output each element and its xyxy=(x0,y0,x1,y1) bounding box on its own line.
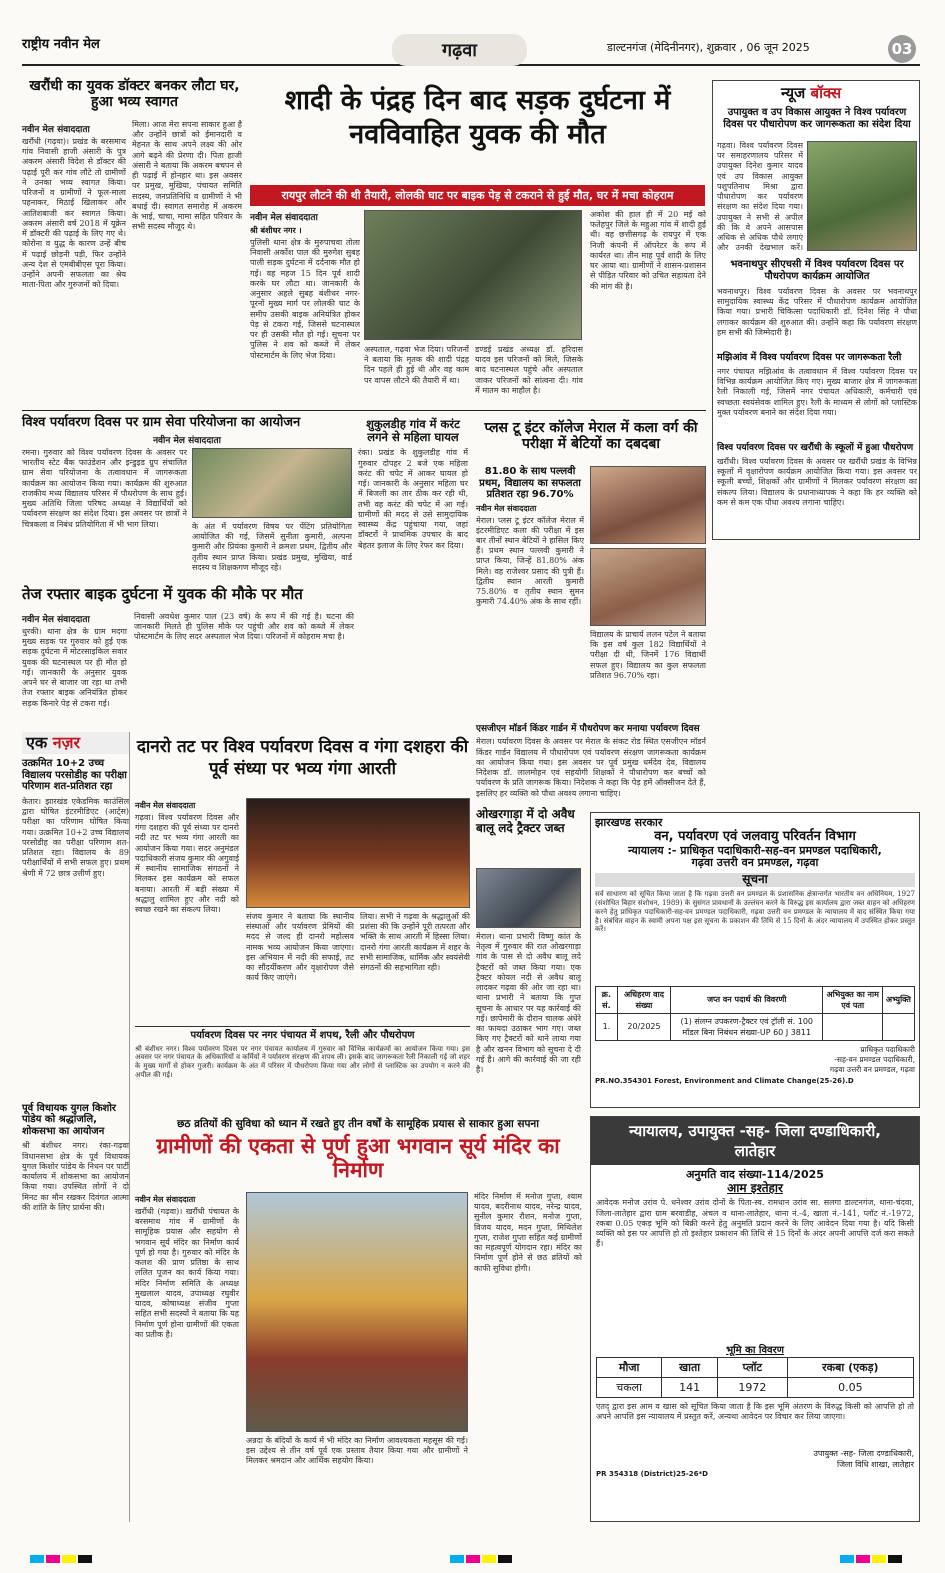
ek-nazar-label xyxy=(22,732,129,754)
byline: नवीन मेल संवाददाता xyxy=(135,801,196,810)
notice-body: सर्व साधारण को सूचित किया जाता है कि गढ़वा उत्तरी वन प्रमण्डल के प्रशासनिक क्षेत्रान्तर्गत भारतीय वन अधिनियम, 1927 (संशोधित बिहार संशोधन, 1989) के सुसंगत प्रावधानों के उल्लंघन करने के विरुद्ध इस कार्यालय द्वारा जब्त वाहन को अधिहरण करने हेतु प्राधिकृत पदाधिकारी-सह-वन प्रमण्डल पदाधिकारी, गढ़वा उत्तरी वन प्रमण्डल के न्यायालय में वाद संस्थित किया गया है। संबंधित वाहन के स्वामी अपना पक्ष इस सूचना के प्रकाशन की तिथि से 15 दिनों के अंदर न्यायालय में उपस्थित होकर प्रस्तुत करें। xyxy=(595,889,915,934)
table-cell xyxy=(882,1013,914,1040)
logo: राष्ट्रीय नवीन मेल xyxy=(22,37,100,52)
invite: आम इश्तेहार xyxy=(727,1180,783,1195)
court-body: आवेदक मनोज उरांव पे. धनेश्वर उरांव दोनों के पिता-स्व. रामधान उरांव सा. सलगा डाल्टनगंज, थाना-चंदवा, जिला-लातेहार द्वारा ग्राम बरवाडीह, अंचल व थाना-लातेहार, थाना नं.-4, खाता नं.-141, प्लॉट नं.-1972, रकबा 0.05 एकड़ भूमि को बिक्री करने हेतु अनुमति प्रदान करने के लिए आवेदन दिया गया है। यदि किसी व्यक्ति को इस पर आपत्ति हो तो इश्तेहार प्रकाशन की तिथि से 15 दिनों के अंदर अपनी आपत्ति दर्ज करा सकते हैं। xyxy=(596,1198,914,1249)
body-text: डण्डई प्रखंड अध्यक्ष डॉ. हरिदास यादव इस परिजनों को मिले, जिसके बाद घटनास्थल पहुंचे और अस्पताल जाकर परिजनों को सांत्वना दी। गांव में मातम का माहौल है। xyxy=(475,345,583,395)
court-line-2: गढ़वा उत्तरी वन प्रमण्डल, गढ़वा xyxy=(691,856,819,870)
pr-number: PR 354318 (District)25-26*D xyxy=(596,1469,708,1478)
article-gram-seva xyxy=(22,416,352,448)
court-footer: एतद् द्वारा इस आम व खास को सूचित किया जाता है कि इस भूमि अंतरण के विरुद्ध किसी को आपत्ति हो तो अपने आपत्ति इस न्यायालय में प्रस्तुत करें, अन्यथा आवेदन पर विचार कर लिया जाएगा। xyxy=(596,1401,914,1422)
table-cell: चकला xyxy=(597,1377,662,1397)
ganga-body-2: संजय कुमार ने बताया कि स्थानीय संस्थाओं और पर्यावरण प्रेमियों की मदद से जल्द ही दानरो महोत्सव नामक भव्य आयोजन किया जाएगा। इस अभियान में नदी की सफाई, तट का सौंदर्यीकरण और वृक्षारोपण जैसे कार्य किए जाएंगे। xyxy=(246,912,354,983)
nazar-label: नज़र xyxy=(52,733,81,752)
nazar-headline-2: पूर्व विधायक युगल किशोर पांडेय को श्रद्धांजलि, शोकसभा का आयोजन xyxy=(22,1102,117,1137)
case-number: अनुमति वाद संख्या-114/2025 xyxy=(686,1168,824,1181)
court-notice xyxy=(590,1116,920,1522)
table-cell: 1. xyxy=(596,1013,618,1040)
body-text: धुरकी। थाना क्षेत्र के ग्राम मदगा मुख्य सड़क पर गुरुवार को हुई एक सड़क दुर्घटना में मोटरसाइकिल सवार युवक की घटनास्थल पर ही मौत हो गई। जानकारी के अनुसार युवक अपने घर से बाजार जा रहा था तभी तेज रफ्तार बाइक अनियंत्रित होकर सड़क किनारे पेड़ से टकरा गई। xyxy=(22,627,127,708)
court-line-1: न्यायालय :- प्राधिकृत पदाधिकारी-सह-वन प्रमण्डल पदाधिकारी, xyxy=(628,843,882,857)
table-cell: (1) संलग्न उपकरण-ट्रैक्टर एवं ट्रॉली सं. 100 मॉडल बिना निबंधन संख्या-UP 60 J 3811 xyxy=(671,1013,823,1040)
table-header: अधिहरण वाद संख्या xyxy=(617,986,670,1013)
plus-two-body-2: विद्यालय के प्राचार्य ललन पटेल ने बताया कि इस वर्ष कुल 182 विद्यार्थियों ने परीक्षा दी थी, जिनमें 176 विद्यार्थी सफल हुए। विद्यालय का कुल सफलता प्रतिशत 96.70% रहा। xyxy=(590,630,706,680)
kicker: छठ व्रतियों की सुविधा को ध्यान में रखते हुए तीन वर्षों के सामूहिक प्रयास से साकार हुआ सपना xyxy=(177,1118,539,1130)
box-body-2: भवनाथपुर। विश्व पर्यावरण दिवस के अवसर पर भवनाथपुर सामुदायिक स्वास्थ्य केंद्र परिसर में पौधारोपण कार्यक्रम आयोजित किया गया। प्रभारी चिकित्सा पदाधिकारी डॉ. दिनेश सिंह ने पौधा लगाकर कार्यक्रम की शुरुआत की। उन्होंने कहा कि पर्यावरण संरक्षण हम सभी की जिम्मेदारी है। xyxy=(717,287,917,337)
byline: नवीन मेल संवाददाता xyxy=(22,125,90,135)
table-header: अभियुक्त का नाम एवं पता xyxy=(823,986,883,1013)
byline: नवीन मेल संवाददाता xyxy=(22,615,90,625)
lead-kicker: रायपुर लौटने की थी तैयारी, लोलकी घाट पर बाइक पेड़ से टकराने से हुई मौत, घर में मचा कोहराम xyxy=(250,185,705,206)
box-headline-2: भवनाथपुर सीएचसी में विश्व पर्यावरण दिवस पर पौधरोपण कार्यक्रम आयोजित xyxy=(730,259,904,282)
headline: ग्रामीणों की एकता से पूर्ण हुआ भगवान सूर्य मंदिर का निर्माण xyxy=(156,1134,560,1183)
body-text: पुलिसी थाना क्षेत्र के मुरुपाचवा तोला निवासी अर्कोश पाल की मुरुगेश सुबह पाली सड़क दुर्घटना में दर्दनाक मौत हो गई। वह महज 15 दिन पूर्व शादी करके घर लौटा था। जानकारी के अनुसार अहले सुबह बंशीधर नगर-पूरनों मुख्य मार्ग पर लोलकी घाट के समीप उसकी बाइक अनियंत्रित होकर पेड़ से टकरा गई, जिससे घटनास्थल पर ही उसकी मौत हो गई। सूचना पर पुलिस ने शव को कब्जे में लेकर पोस्टमार्टम के लिए भेज दिया। xyxy=(250,238,360,360)
signature-line: गढ़वा उत्तरी वन प्रमण्डल, गढ़वा xyxy=(829,1064,915,1074)
student-photo-1 xyxy=(590,466,706,544)
gram-seva-body: रमना। गुरुवार को विश्व पर्यावरण दिवस के अवसर पर भारतीय स्टेट बैंक फाउंडेशन और इन्डुइड ग्रुप संचालित ग्राम सेवा परियोजना के तत्वावधान में जागरूकता कार्यक्रम का आयोजन किया गया। कार्यक्रम की शुरुआत राजकीय मध्य विद्यालय परिसर में पौधरोपण के साथ हुई। मुख्य अतिथि जिला परिषद अध्यक्ष ने विद्यार्थियों को पर्यावरण संरक्षण का संदेश दिया। इस अवसर पर छात्रों ने चित्रकला व निबंध प्रतियोगिता में भी भाग लिया। xyxy=(22,448,187,529)
masthead xyxy=(22,34,920,66)
temple-body-2: अन्नदा के बंदियों के कार्य में भी मंदिर का निर्माण आवश्यकता महसूस की गई। इस उद्देश्य से तीन वर्ष पूर्व एक प्रस्ताव तैयार किया गया और ग्रामीणों ने मिलकर श्रमदान और आर्थिक सहयोग किया। xyxy=(246,1436,468,1466)
color-bar xyxy=(450,1548,514,1567)
court-notice-header xyxy=(591,1117,919,1165)
headline: शुकुलडीह गांव में करंट लगने से महिला घायल xyxy=(366,417,460,445)
headline: एसजीएन मॉडर्न किंडर गार्डन में पौधरोपण कर मनाया पर्यावरण दिवस xyxy=(476,724,700,734)
color-bar xyxy=(30,1548,94,1567)
body-text: मेराल। पर्यावरण दिवस के अवसर पर मेराल के संकट रोड स्थित एसजीएन मॉडर्न किंडर गार्डन विद्यालय में पौधारोपण एवं पर्यावरण संरक्षण जागरूकता कार्यक्रम का आयोजन किया गया। इस अवसर पर पूर्व प्रमुख धर्मदेव देव, विद्यालय निदेशक डॉ. लालमोहन एवं सहयोगी शिक्षकों ने पौधारोपण कर बच्चों को पर्यावरण के प्रति जागरूक किया। निदेशक ने कहा कि पेड़ हमें ऑक्सीजन देते हैं, इसलिए हर व्यक्ति को पौधा अवश्य लगाना चाहिए। xyxy=(476,737,706,798)
article-school xyxy=(476,724,706,817)
tree-planting-photo xyxy=(807,141,917,251)
table-header: खाता xyxy=(662,1357,718,1377)
box-headline-3: मझिआंव में विश्व पर्यावरण दिवस पर जागरूकता रैली xyxy=(717,352,902,363)
box-body-4: खरौंधी। विश्व पर्यावरण दिवस के अवसर पर खरौंधी प्रखंड के विभिन्न स्कूलों में वृक्षारोपण कार्यक्रम आयोजित किया गया। इस अवसर पर स्कूली बच्चों, शिक्षकों और ग्रामीणों ने मिलकर पर्यावरण संरक्षण का संकल्प लिया। विद्यालय के प्रधानाध्यापक ने कहा कि हर व्यक्ति को कम से कम एक पौधा अवश्य लगाना चाहिए। xyxy=(717,457,917,507)
student-photo-2 xyxy=(590,548,706,626)
court-title-1: न्यायालय, उपायुक्त -सह- जिला दण्डाधिकारी, xyxy=(629,1122,881,1140)
accident-photo xyxy=(364,210,582,340)
land-table xyxy=(596,1357,914,1398)
table-header: मौजा xyxy=(597,1357,662,1377)
body-text: मेराल। प्लस टू इंटर कॉलेज मेराल में इंटरमीडिएट कला की परीक्षा में इस बार तीनों स्थान बेटियों ने हासिल किए हैं। प्रथम स्थान पल्लवी कुमारी ने प्राप्त किया, जिन्हें 81.80% अंक मिले। वह राजेश्वर प्रसाद की पुत्री हैं। द्वितीय स्थान आरती कुमारी 75.80% व तृतीय स्थान सुमन कुमारी 74.40% अंक के साथ रहीं। xyxy=(476,515,584,607)
article-current xyxy=(358,418,468,563)
forest-signature xyxy=(595,1045,915,1075)
govt-name: झारखण्ड सरकार xyxy=(595,816,663,829)
plus-two-col1 xyxy=(476,466,584,718)
body-text: खरौंधी (गढ़वा)। खरौंधी पंचायत के बरसमाथ गांव में ग्रामीणों के सामूहिक प्रयास और सहयोग से भगवान सूर्य मंदिर का निर्माण कार्य पूर्ण हो गया है। गुरुवार को मंदिर के कलश की प्राण प्रतिष्ठा के साथ ललित पूजन का कार्य किया गया। मंदिर निर्माण समिति के अध्यक्ष मुखलाल यादव, उपाध्यक्ष रघुवीर यादव, कोषाध्यक्ष संजीव गुप्ता सहित सभी सदस्यों ने बताया कि यह निर्माण पूर्ण होना ग्रामीणों की एकता का प्रतीक है। xyxy=(135,1207,239,1339)
page-number: 03 xyxy=(888,35,916,63)
bike-col2: निवासी अवधेश कुमार पाल (23 वर्ष) के रूप में की गई है। घटना की जानकारी मिलते ही पुलिस मौके पर पहुंची और शव को कब्जे में लेकर पोस्टमार्टम के लिए सदर अस्पताल भेज दिया। परिजनों में कोहराम मचा है। xyxy=(134,612,354,642)
byline: नवीन मेल संवाददाता xyxy=(153,435,221,446)
lead-col3 xyxy=(475,345,583,407)
body-text: मिला। आज मेरा सपना साकार हुआ है और उन्होंने छात्रों को ईमानदारी व मेहनत के साथ अपने लक्ष्य की ओर आगे बढ़ने की प्रेरणा दी। पिता हाजी अंसारी ने बताया कि अकरम बचपन से ही पढ़ाई में होनहार था। इस अवसर पर प्रमुख, मुखिया, पंचायत समिति सदस्य, जनप्रतिनिधि व ग्रामीणों ने भी बधाई दी। स्वागत समारोह में अकरम के भाई, चाचा, मामा सहित परिवार के सभी सदस्य मौजूद थे। xyxy=(132,120,242,232)
place: श्री बंशीधर नगर । xyxy=(250,226,302,235)
pr-number: PR.NO.354301 Forest, Environment and Climate Change(25-26).D xyxy=(595,1076,854,1085)
headline: पर्यावरण दिवस पर नगर पंचायत में शपथ, रैली और पौधरोपण xyxy=(190,1030,415,1041)
table-cell: 141 xyxy=(662,1377,718,1397)
temple-photo xyxy=(246,1192,468,1432)
temple-body-3: मंदिर निर्माण में मनोज गुप्ता, श्याम यादव, बदरीनाथ यादव, नरेन्द्र यादव, सुनील कुमार रौशन, मनोज गुप्ता, विजय यादव, मदन गुप्ता, मिथिलेश गुप्ता, राजेश गुप्ता सहित कई ग्रामीणों का महत्वपूर्ण योगदान रहा। मंदिर का निर्माण पूर्ण होने से छठ व्रतियों को काफी सुविधा होगी। xyxy=(474,1192,582,1273)
article-ganga xyxy=(135,736,470,780)
signature-line: जिला विधि शाखा, लातेहार xyxy=(837,1459,914,1469)
court-signature xyxy=(591,1448,919,1470)
subhead: 81.80 के साथ पल्लवी प्रथम, विद्यालय का सफलता प्रतिशत रहा 96.70% xyxy=(479,466,581,500)
table-cell xyxy=(823,1013,883,1040)
table-header: अभ्युक्ति xyxy=(882,986,914,1013)
body-text: रंका। प्रखंड के शुकुलडीह गांव में गुरुवार दोपहर 2 बजे एक महिला करंट की चपेट में आकर घायल हो गई। जानकारी के अनुसार महिला घर में बिजली का तार ठीक कर रही थी, तभी वह करंट की चपेट में आ गई। ग्रामीणों की मदद से उसे सामुदायिक स्वास्थ्य केंद्र पहुंचाया गया, जहां डॉक्टरों ने प्राथमिक उपचार के बाद बेहतर इलाज के लिए रेफर कर दिया। xyxy=(358,448,468,550)
article-bike-accident xyxy=(22,586,462,603)
body-text: खरौंधी (गढ़वा)। प्रखंड के बरसमाथ गांव निवासी हाजी अंसारी के पुत्र अकरम अंसारी विदेश से डॉक्टर की पढ़ाई पूरी कर गांव लौटे तो ग्रामीणों ने उनका भव्य स्वागत किया। परिजनों व ग्रामीणों ने फूल-माला पहनाकर, मिठाई खिलाकर और आतिशबाजी कर स्वागत किया। अकरम अंसारी वर्ष 2018 में यूक्रेन में डॉक्टरी की पढ़ाई के लिए गए थे। कोरोना व युद्ध के कारण उन्हें बीच में पढ़ाई छोड़नी पड़ी, फिर उन्होंने अन्य देश से एमबीबीएस पूरा किया। उन्होंने अपनी सफलता का श्रेय माता-पिता और गुरुजनों को दिया। xyxy=(22,137,126,290)
table-header: क्र. सं. xyxy=(596,986,618,1013)
news-label: न्यूज xyxy=(781,84,806,102)
sand-body: मेराल। थाना प्रभारी विष्णु कांत के नेतृत्व में गुरुवार की रात ओखरगाड़ा गांव के पास से दो अवैध बालू लदे ट्रैक्टरों को जब्त किया गया। एक ट्रैक्टर कोयल नदी से अवैध बालू लादकर गढ़वा की ओर जा रहा था। थाना प्रभारी ने बताया कि गुप्त सूचना के आधार पर यह कार्रवाई की गई। छापेमारी के दौरान चालक अंधेरे का फायदा उठाकर भाग गए। जब्त किए गए ट्रैक्टरों को थाने लाया गया है और खनन विभाग को सूचना दे दी गई है। आगे की कार्रवाई की जा रही है। xyxy=(476,932,581,1075)
headline: विश्व पर्यावरण दिवस पर ग्राम सेवा परियोजना का आयोजन xyxy=(22,415,301,430)
box-body-3: नगर पंचायत मझिआंव के तत्वावधान में विश्व पर्यावरण दिवस पर विभिन्न कार्यक्रम आयोजित किए गए। मुख्य बाजार क्षेत्र में जागरूकता रैली निकाली गई, जिसमें नगर पंचायत अधिकारी, कर्मचारी एवं स्वच्छता स्वयंसेवक शामिल हुए। रैली के माध्यम से लोगों को प्लास्टिक मुक्त पर्यावरण बनाने का संदेश दिया गया। xyxy=(717,367,917,417)
box-headline-4: विश्व पर्यावरण दिवस पर खरौंधी के स्कूलों में हुआ पौधरोपण xyxy=(717,443,914,453)
box-label: बॉक्स xyxy=(810,84,842,102)
nazar-body-2: श्री बंशीधर नगर। रंका-गढ़वा विधानसभा क्षेत्र के पूर्व विधायक युगल किशोर पांडेय के निधन पर पार्टी कार्यालय में शोकसभा का आयोजन किया गया। उपस्थित लोगों ने दो मिनट का मौन रखकर दिवंगत आत्मा की शांति के लिए प्रार्थना की। xyxy=(22,1141,129,1212)
nazar-headline-1: उत्क्रमित 10+2 उच्च विद्यालय परसोडीह का परीक्षा परिणाम शत-प्रतिशत रहा xyxy=(22,758,127,793)
lead-col4 xyxy=(590,210,706,408)
dateline: डाल्टनगंज (मेदिनीनगर), शुक्रवार , 06 जून 2025 xyxy=(607,41,810,54)
lead-caption xyxy=(364,345,469,407)
table-cell: 20/2025 xyxy=(617,1013,670,1040)
article-doctor-col1 xyxy=(22,120,126,402)
ganga-col1 xyxy=(135,798,239,1020)
box-body-1: गढ़वा। विश्व पर्यावरण दिवस पर समाहरणालय परिसर में उपायुक्त दिनेश कुमार यादव एवं उप विकास आयुक्त पशुपतिनाथ मिश्रा द्वारा पौधारोपण कर पर्यावरण संरक्षण का संदेश दिया गया। उपायुक्त ने सभी से अपील की कि वे अपने आसपास अधिक से अधिक पौधे लगाएं और उनकी देखभाल करें। xyxy=(717,141,803,253)
headline: प्लस टू इंटर कॉलेज मेराल में कला वर्ग की परीक्षा में बेटियों का दबदबा xyxy=(484,420,698,453)
body-text: अकोश की हाल ही में 20 मई को फतेहपुर जिले के महुआ गांव में शादी हुई थी। वह छत्तीसगढ़ के रायपुर में एक निजी कंपनी में ऑपरेटर के रूप में कार्यरत था। तीन माह पूर्व शादी के लिए घर आया था। ग्रामीणों ने शासन-प्रशासन से पीड़ित परिवार को उचित सहायता देने की मांग की है। xyxy=(590,210,706,291)
article-temple xyxy=(135,1118,581,1182)
article-sand xyxy=(476,808,581,836)
signature-line: -सह-वन प्रमण्डल पदाधिकारी, xyxy=(834,1054,915,1064)
gram-seva-photo xyxy=(192,448,352,518)
body-text: श्री बंशीधर नगर। विश्व पर्यावरण दिवस पर नगर पंचायत कार्यालय में गुरुवार को विभिन्न कार्यक्रमों का आयोजन किया गया। इस अवसर पर नगर पंचायत के अधिकारियों व कर्मियों ने पर्यावरण संरक्षण की शपथ ली। इसके बाद जागरूकता रैली निकाली गई जो शहर के मुख्य मार्गों से होकर गुजरी। कार्यक्रम के अंत में परिसर में पौधरोपण किया गया और लोगों से प्लास्टिक का उपयोग न करने की अपील की गई। xyxy=(135,1044,470,1080)
lead-story xyxy=(250,84,705,152)
headline: दानरो तट पर विश्व पर्यावरण दिवस व गंगा दशहरा की पूर्व संध्या पर भव्य गंगा आरती xyxy=(136,737,469,780)
ganga-aarti-photo xyxy=(246,798,470,908)
nazar-body-1: केतार। झारखंड एकेडमिक काउंसिल द्वारा घोषित इंटरमीडिएट (आर्ट्स) परीक्षा का परिणाम घोषित किया गया। उत्क्रमित 10+2 उच्च विद्यालय परसोडीह का परीक्षा परिणाम शत-प्रतिशत रहा। विद्यालय के 89 परीक्षार्थियों में सभी सफल हुए। प्रथम श्रेणी में 72 छात्र उत्तीर्ण हुए। xyxy=(22,796,129,878)
color-bar xyxy=(840,1548,904,1567)
lead-col1 xyxy=(250,208,360,408)
ek-nazar-column xyxy=(22,732,130,1522)
article-plus-two xyxy=(476,420,706,452)
byline: नवीन मेल संवाददाता xyxy=(476,503,537,513)
notice-title: सूचना xyxy=(595,873,915,887)
ek-label: एक xyxy=(26,733,48,752)
table-header: रकबा (एकड़) xyxy=(787,1357,913,1377)
body-text: गढ़वा। विश्व पर्यावरण दिवस और गंगा दशहरा की पूर्व संध्या पर दानरो नदी तट पर भव्य गंगा आरती का आयोजन किया गया। सदर अनुमंडल पदाधिकारी संजय कुमार की अगुवाई में स्थानीय सामाजिक संगठनों ने मिलकर इस कार्यक्रम को सफल बनाया। आरती में बड़ी संख्या में श्रद्धालु शामिल हुए और नदी को स्वच्छ रखने का संकल्प लिया। xyxy=(135,813,239,915)
signature-line: उपायुक्त -सह- जिला दण्डाधिकारी, xyxy=(813,1448,914,1458)
ganga-body-3: लिया। सभी ने गढ़वा के श्रद्धालुओं की प्रशंसा की कि उन्होंने पूरी तत्परता और भक्ति के साथ आरती में हिस्सा लिया। दानरो गंगा आरती कार्यक्रम में शहर के सभी सामाजिक, धार्मिक और स्वयंसेवी संगठनों की सहभागिता रही। xyxy=(360,912,470,973)
divider xyxy=(22,410,706,411)
headline: ओखरगाड़ा में दो अवैध बालू लदे ट्रैक्टर जब्त xyxy=(476,807,575,835)
table-cell: 1972 xyxy=(718,1377,788,1397)
article-doctor-col2 xyxy=(132,120,242,402)
byline: नवीन मेल संवाददाता xyxy=(135,1195,196,1204)
court-title-2: लातेहार xyxy=(734,1142,776,1160)
headline: तेज रफ्तार बाइक दुर्घटना में युवक की मौके पर मौत xyxy=(22,585,303,603)
temple-col1 xyxy=(135,1192,239,1522)
land-label: भूमि का विवरण xyxy=(726,1345,784,1357)
article-nagar-panchayat xyxy=(135,1026,470,1105)
dept-name: वन, पर्यावरण एवं जलवायु परिवर्तन विभाग xyxy=(654,828,856,844)
headline: शादी के पंद्रह दिन बाद सड़क दुर्घटना में नवविवाहित युवक की मौत xyxy=(284,85,671,150)
forest-notice xyxy=(590,812,920,1108)
box-headline-1: उपायुक्त व उप विकास आयुक्त ने विश्व पर्यावरण दिवस पर पौधारोपण कर जागरूकता का संदेश दिया xyxy=(723,107,911,130)
article-doctor xyxy=(22,78,247,110)
table-header: जप्त वन पदार्थ की विवरणी xyxy=(671,986,823,1013)
table-cell: 0.05 xyxy=(787,1377,913,1397)
bike-col1 xyxy=(22,610,127,718)
body-text: अस्पताल, गढ़वा भेज दिया। परिजनों ने बताया कि मृतक की शादी पंद्रह दिन पहले ही हुई थी और वह काम पर वापस लौटने की तैयारी में था। xyxy=(364,345,469,385)
tractor-photo xyxy=(476,868,581,928)
section-title: गढ़वा xyxy=(392,34,527,66)
table-header: प्लॉट xyxy=(718,1357,788,1377)
signature-line: प्राधिकृत पदाधिकारी xyxy=(860,1044,915,1054)
news-box-label xyxy=(781,85,841,102)
gram-seva-body-2: के अंत में पर्यावरण विषय पर पेंटिंग प्रतियोगिता आयोजित की गई, जिसमें सुनीता कुमारी, अल्पना कुमारी और प्रियंका कुमारी ने क्रमशः प्रथम, द्वितीय और तृतीय स्थान प्राप्त किया। प्रखंड प्रमुख, मुखिया, वार्ड सदस्य व शिक्षकगण मौजूद रहे। xyxy=(192,522,352,572)
byline: नवीन मेल संवाददाता xyxy=(250,213,318,223)
seizure-table xyxy=(595,986,915,1041)
headline: खरौंधी का युवक डॉक्टर बनकर लौटा घर, हुआ भव्य स्वागत xyxy=(29,78,240,111)
news-box xyxy=(712,80,920,540)
